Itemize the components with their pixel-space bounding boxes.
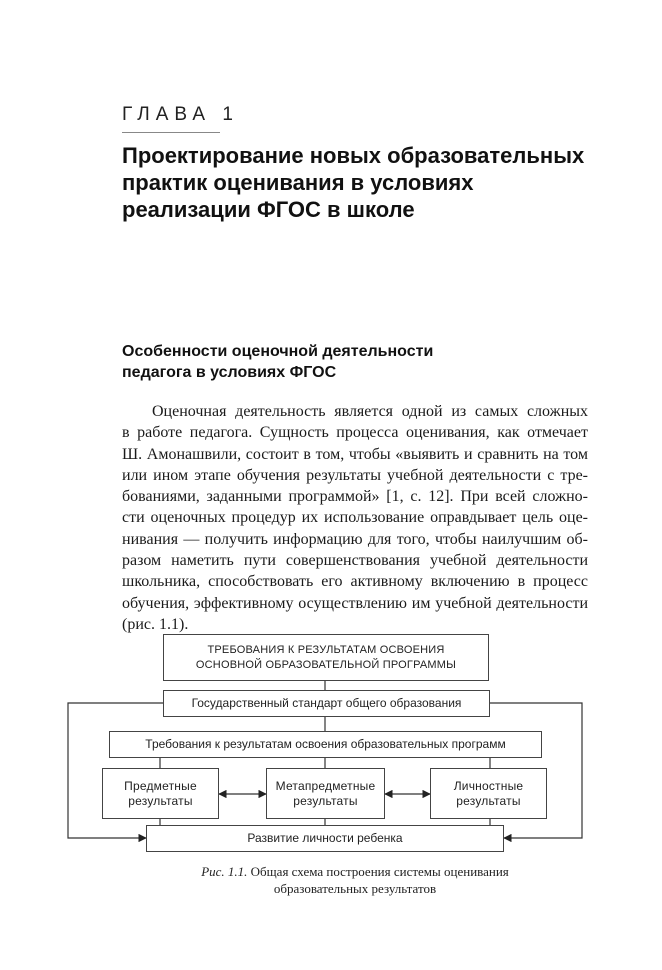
section-title-line: педагога в условиях ФГОС bbox=[122, 364, 337, 381]
subject-results-line: Предметные bbox=[124, 778, 197, 793]
caption-line bbox=[122, 863, 588, 880]
paragraph-line: (рис. 1.1). bbox=[122, 615, 189, 633]
caption-text: Общая схема построения системы оценивания bbox=[250, 864, 509, 879]
caption-line: образовательных результатов bbox=[273, 881, 437, 896]
figure-number: Рис. 1.1. bbox=[201, 864, 248, 879]
personal-results-line: Личностные bbox=[453, 778, 524, 793]
program-requirements-box bbox=[109, 731, 542, 758]
paragraph-line: школьника, способствовать его активному включению в процесс bbox=[122, 573, 588, 591]
subject-results-box bbox=[102, 768, 219, 819]
requirements-header-line: ТРЕБОВАНИЯ К РЕЗУЛЬТАТАМ ОСВОЕНИЯ bbox=[207, 643, 445, 656]
metasubject-results-box bbox=[266, 768, 385, 819]
subject-results-line: результаты bbox=[128, 793, 193, 808]
chapter-title-line: реализации ФГОС в школе bbox=[122, 197, 415, 222]
section-title-line: Особенности оценочной деятельности bbox=[122, 343, 434, 360]
paragraph-line: обучения, эффективному осуществлению им учебной деятельности bbox=[122, 594, 588, 612]
paragraph-line: Оценочная деятельность является одной из самых сложных bbox=[152, 403, 588, 420]
chapter-label: ГЛАВА 1 bbox=[122, 104, 239, 125]
metasubject-results-line: Метапредметные bbox=[275, 778, 376, 793]
state-standard-box bbox=[163, 690, 490, 717]
paragraph-line: или ином этапе обучения результаты учебной деятельности с тре- bbox=[122, 466, 588, 484]
personal-results-line: результаты bbox=[456, 793, 521, 808]
requirements-header-line: ОСНОВНОЙ ОБРАЗОВАТЕЛЬНОЙ ПРОГРАММЫ bbox=[195, 658, 457, 671]
paragraph-line: Ш. Амонашвили, состоит в том, чтобы «выявить и сравнить на том bbox=[122, 445, 588, 463]
paragraph-line: нивания — получить информацию для того, чтобы наилучшим об- bbox=[122, 530, 588, 548]
paragraph-line: сти оценочных процедур их использование оправдывает цель оце- bbox=[122, 509, 588, 527]
requirements-header-box bbox=[163, 634, 489, 681]
paragraph-line: бованиями, заданными программой» [1, с. 12]. При всей сложно- bbox=[122, 488, 588, 506]
paragraph-line: в работе педагога. Сущность процесса оценивания, как отмечает bbox=[122, 424, 588, 442]
state-standard-label: Государственный стандарт общего образования bbox=[191, 696, 462, 710]
program-requirements-label: Требования к результатам освоения образовательных программ bbox=[145, 737, 506, 751]
chapter-title-line: Проектирование новых образовательных bbox=[122, 143, 585, 168]
personality-development-label: Развитие личности ребенка bbox=[247, 831, 403, 845]
personal-results-box bbox=[430, 768, 547, 819]
figure-caption bbox=[122, 863, 588, 897]
personality-development-box bbox=[146, 825, 504, 852]
metasubject-results-line: результаты bbox=[293, 793, 358, 808]
chapter-title-line: практик оценивания в условиях bbox=[122, 170, 474, 195]
paragraph-line: разом наметить пути совершенствования учебной деятельности bbox=[122, 552, 588, 570]
